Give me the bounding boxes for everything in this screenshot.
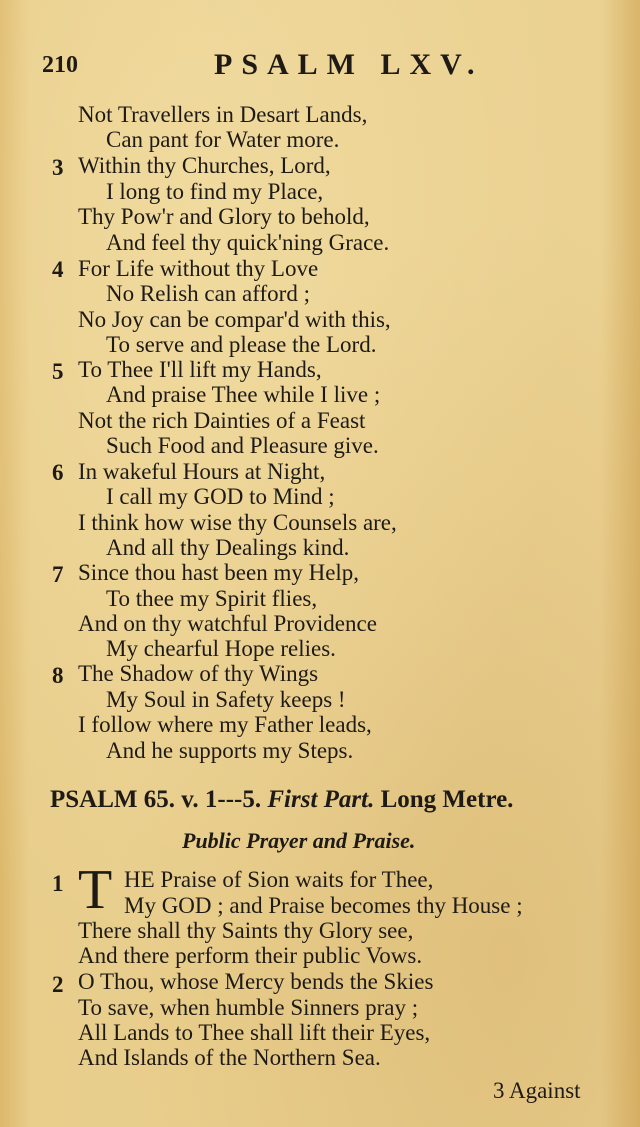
drop-cap: T: [78, 859, 113, 921]
verse-line: And all thy Dealings kind.: [106, 535, 350, 560]
verse-line: O Thou, whose Mercy bends the Skies: [78, 969, 434, 994]
verse-line: To thee my Spirit flies,: [106, 586, 318, 611]
verse-line: My chearful Hope relies.: [106, 636, 336, 661]
verse-number: 5: [52, 359, 64, 384]
verse-line: For Life without thy Love: [78, 256, 319, 281]
verse-line: There shall thy Saints thy Glory see,: [78, 918, 414, 943]
verse-line: I long to find my Place,: [106, 179, 324, 204]
running-head: PSALM LXV.: [214, 48, 484, 81]
psalm-section-title: [50, 786, 513, 814]
verse-line: Can pant for Water more.: [106, 127, 340, 152]
verse-number: 7: [52, 562, 64, 587]
psalm-subtitle: Public Prayer and Praise.: [182, 828, 416, 853]
page-number: 210: [42, 52, 78, 78]
page-header: [0, 44, 640, 84]
verse-line: And Islands of the Northern Sea.: [78, 1045, 381, 1070]
catchword: 3 Against: [493, 1078, 581, 1103]
verse-number: 8: [52, 663, 64, 688]
verse-line: I follow where my Father leads,: [78, 712, 372, 737]
verse-line: Since thou hast been my Help,: [78, 560, 360, 585]
verse-line: In wakeful Hours at Night,: [78, 459, 326, 484]
verse-number: 4: [52, 257, 64, 282]
verse-line: To save, when humble Sinners pray ;: [78, 995, 419, 1020]
verse-line: Not the rich Dainties of a Feast: [78, 408, 366, 433]
verse-line: Not Travellers in Desart Lands,: [78, 102, 368, 127]
verse-line: And there perform their public Vows.: [78, 943, 423, 968]
verse-line: And he supports my Steps.: [106, 738, 354, 763]
verse-line: My Soul in Safety keeps !: [106, 687, 346, 712]
verse-number: 6: [52, 460, 64, 485]
verse-line: Thy Pow'r and Glory to behold,: [78, 204, 370, 229]
title-metre: Long Metre.: [380, 786, 514, 813]
verse-line: No Relish can afford ;: [106, 281, 310, 306]
verse-line: My GOD ; and Praise becomes thy House ;: [124, 893, 523, 918]
verse-line: All Lands to Thee shall lift their Eyes,: [78, 1020, 431, 1045]
title-main: PSALM 65. v. 1---5.: [50, 786, 262, 813]
verse-line: Such Food and Pleasure give.: [106, 433, 379, 458]
verse-line: The Shadow of thy Wings: [78, 661, 319, 686]
verse-number: 3: [52, 155, 64, 180]
verse-line: I think how wise thy Counsels are,: [78, 510, 397, 535]
verse-line: To Thee I'll lift my Hands,: [78, 357, 322, 382]
verse-number: 1: [52, 871, 64, 896]
verse-number: 2: [52, 972, 64, 997]
verse-line: And on thy watchful Providence: [78, 611, 377, 636]
title-part: First Part.: [267, 786, 375, 813]
verse-line: And praise Thee while I live ;: [106, 382, 381, 407]
verse-line: Within thy Churches, Lord,: [78, 153, 331, 178]
verse-line: And feel thy quick'ning Grace.: [106, 230, 390, 255]
verse-line: To serve and please the Lord.: [106, 332, 377, 357]
verse-line: No Joy can be compar'd with this,: [78, 307, 391, 332]
verse-line: I call my GOD to Mind ;: [106, 484, 335, 509]
verse-line: HE Praise of Sion waits for Thee,: [124, 867, 434, 892]
